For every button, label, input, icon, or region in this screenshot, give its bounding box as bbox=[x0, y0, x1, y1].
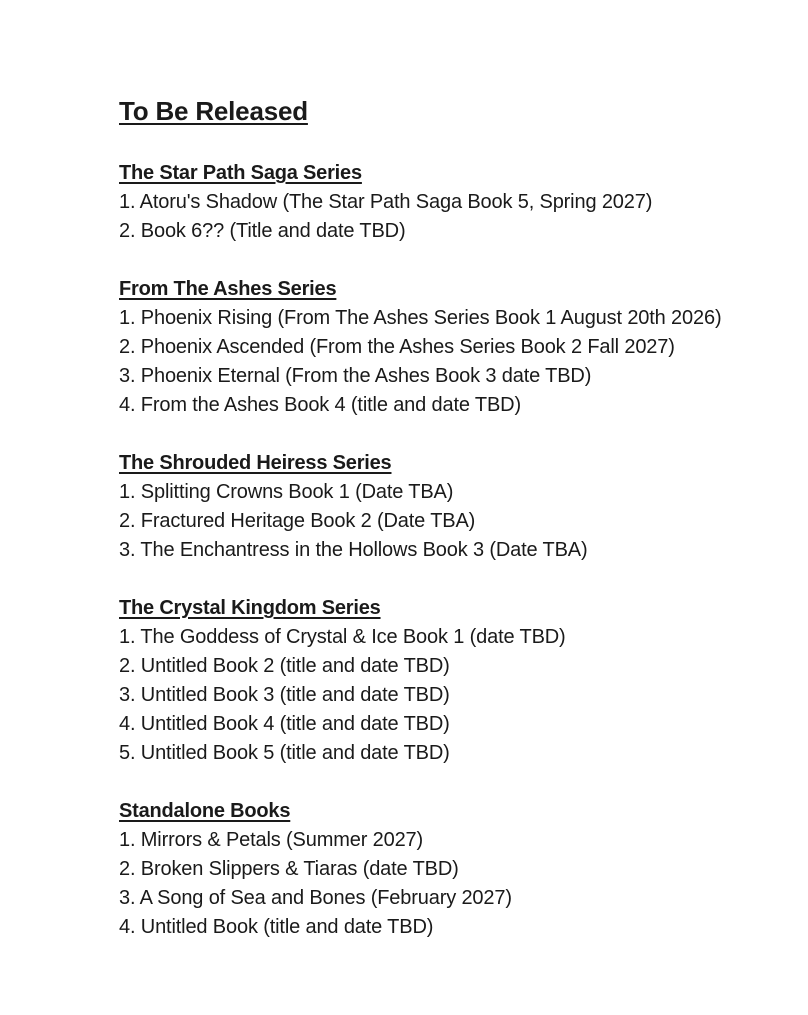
section-heading: The Star Path Saga Series bbox=[119, 162, 362, 184]
section-heading: The Shrouded Heiress Series bbox=[119, 452, 392, 474]
list-item: 3. A Song of Sea and Bones (February 2027) bbox=[119, 887, 512, 909]
section-shrouded-heiress bbox=[119, 449, 808, 565]
book-list bbox=[119, 188, 808, 246]
section-star-path-saga bbox=[119, 159, 808, 246]
list-item: 5. Untitled Book 5 (title and date TBD) bbox=[119, 742, 450, 764]
section-standalone-books bbox=[119, 797, 808, 942]
list-item: 2. Broken Slippers & Tiaras (date TBD) bbox=[119, 858, 459, 880]
list-item: 1. Phoenix Rising (From The Ashes Series Book 1 August 20th 2026) bbox=[119, 307, 722, 329]
section-heading: The Crystal Kingdom Series bbox=[119, 597, 381, 619]
section-heading: Standalone Books bbox=[119, 800, 291, 822]
list-item: 2. Book 6?? (Title and date TBD) bbox=[119, 220, 406, 242]
list-item: 1. Atoru's Shadow (The Star Path Saga Book 5, Spring 2027) bbox=[119, 191, 653, 213]
book-list bbox=[119, 826, 808, 942]
book-list bbox=[119, 623, 808, 768]
book-list bbox=[119, 304, 808, 420]
book-list bbox=[119, 478, 808, 565]
list-item: 3. Phoenix Eternal (From the Ashes Book 3 date TBD) bbox=[119, 365, 592, 387]
page-title: To Be Released bbox=[119, 96, 308, 126]
list-item: 1. Splitting Crowns Book 1 (Date TBA) bbox=[119, 481, 454, 503]
section-crystal-kingdom bbox=[119, 594, 808, 768]
section-heading: From The Ashes Series bbox=[119, 278, 337, 300]
list-item: 2. Phoenix Ascended (From the Ashes Series Book 2 Fall 2027) bbox=[119, 336, 675, 358]
list-item: 1. The Goddess of Crystal & Ice Book 1 (date TBD) bbox=[119, 626, 566, 648]
list-item: 2. Fractured Heritage Book 2 (Date TBA) bbox=[119, 510, 476, 532]
list-item: 4. Untitled Book 4 (title and date TBD) bbox=[119, 713, 450, 735]
section-from-the-ashes bbox=[119, 275, 808, 420]
list-item: 4. Untitled Book (title and date TBD) bbox=[119, 916, 434, 938]
list-item: 2. Untitled Book 2 (title and date TBD) bbox=[119, 655, 450, 677]
list-item: 4. From the Ashes Book 4 (title and date TBD) bbox=[119, 394, 521, 416]
list-item: 1. Mirrors & Petals (Summer 2027) bbox=[119, 829, 424, 851]
list-item: 3. Untitled Book 3 (title and date TBD) bbox=[119, 684, 450, 706]
list-item: 3. The Enchantress in the Hollows Book 3 (Date TBA) bbox=[119, 539, 588, 561]
document-page bbox=[119, 94, 808, 971]
